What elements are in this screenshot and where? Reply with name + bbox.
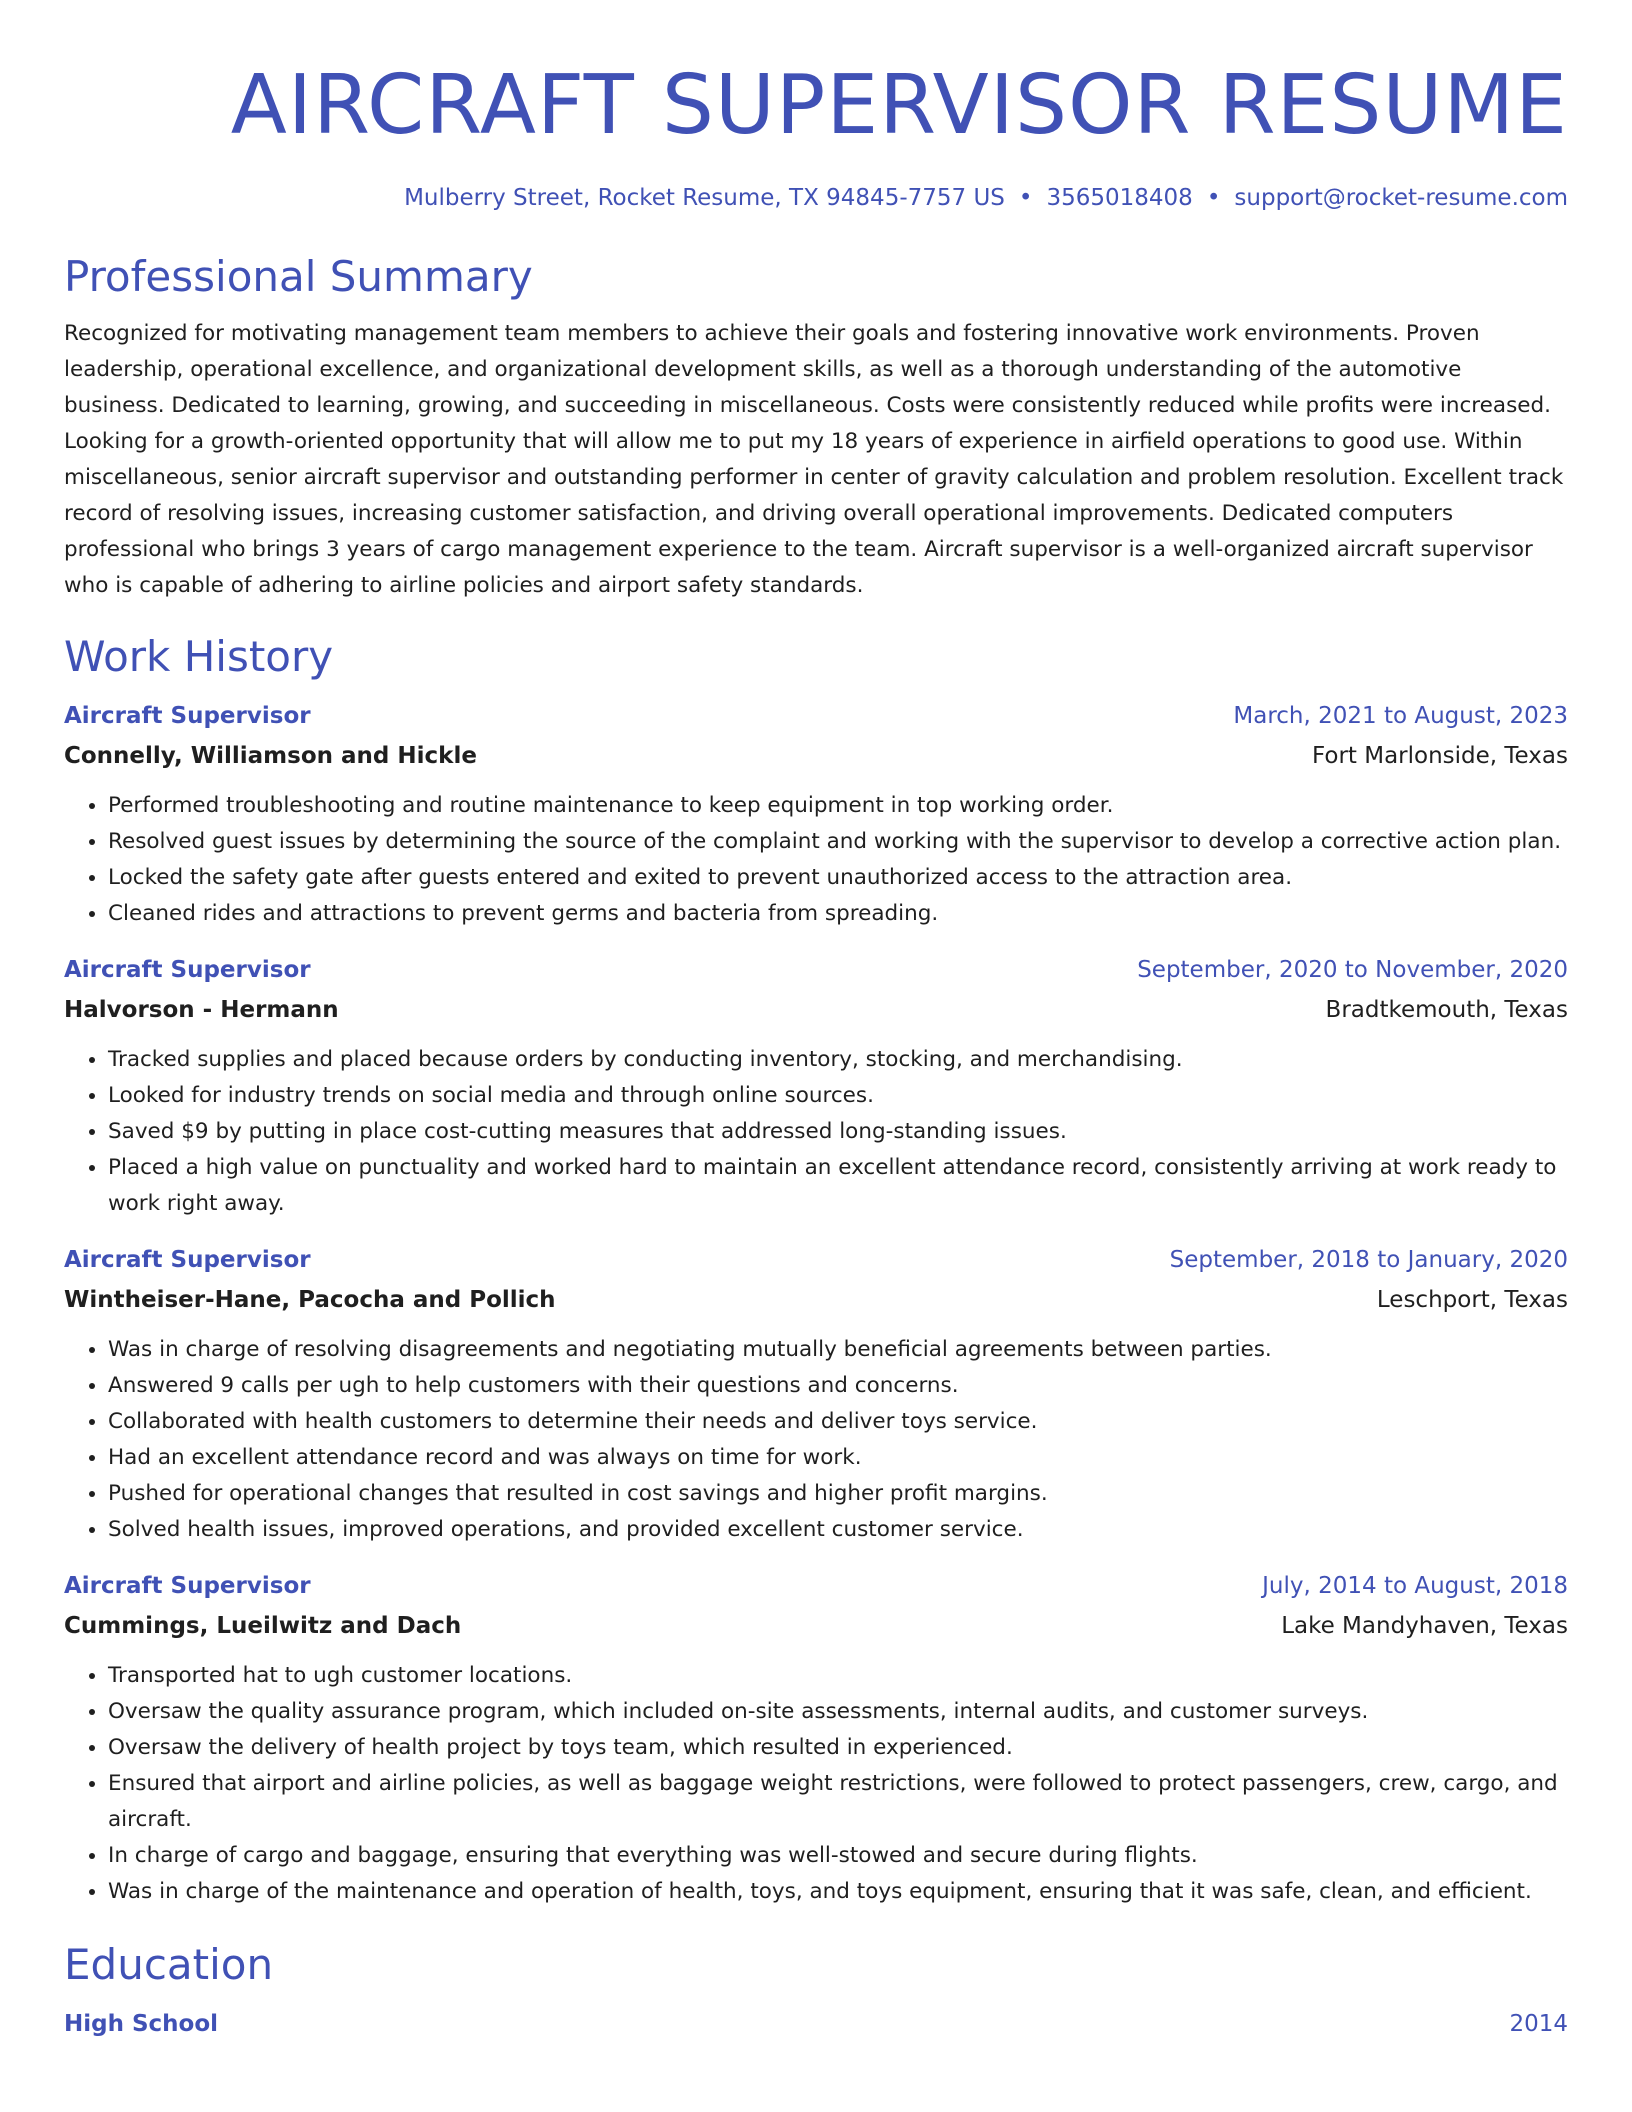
- job-bullet: • Ensured that airport and airline policies, as well as baggage weight restrictions, were followed to protect passengers, crew, cargo, and aircraft.: [108, 1766, 1568, 1838]
- education-degree: High School: [64, 2011, 219, 2037]
- job-bullet: • Answered 9 calls per ugh to help customers with their questions and concerns.: [108, 1368, 1568, 1404]
- job-dates: July, 2014 to August, 2018: [1262, 1573, 1568, 1599]
- job-bullet: • Locked the safety gate after guests entered and exited to prevent unauthorized access to the attraction area.: [108, 860, 1568, 896]
- education-row: [64, 2006, 1568, 2042]
- job-company-row: [64, 738, 1568, 774]
- job-location: Lake Mandyhaven, Texas: [1281, 1613, 1568, 1639]
- contact-email: support@rocket-resume.com: [1234, 185, 1568, 211]
- job-entry: [64, 1242, 1568, 1548]
- resume-page: [64, 0, 1568, 2042]
- job-company-row: [64, 1608, 1568, 1644]
- job-bullet: • Was in charge of the maintenance and operation of health, toys, and toys equipment, ensuring that it was safe, clean, and efficient.: [108, 1874, 1568, 1910]
- job-bullets: [64, 1042, 1568, 1222]
- job-company: Halvorson - Hermann: [64, 997, 339, 1023]
- job-bullet: • Had an excellent attendance record and was always on time for work.: [108, 1440, 1568, 1476]
- job-entry: [64, 698, 1568, 932]
- work-history-heading: Work History: [64, 632, 334, 681]
- job-company: Connelly, Williamson and Hickle: [64, 743, 477, 769]
- job-bullet: • In charge of cargo and baggage, ensuring that everything was well-stowed and secure during flights.: [108, 1838, 1568, 1874]
- job-bullets: [64, 788, 1568, 932]
- job-bullet: • Transported hat to ugh customer locations.: [108, 1658, 1568, 1694]
- education-entry: [64, 2006, 1568, 2042]
- job-bullet: • Looked for industry trends on social media and through online sources.: [108, 1078, 1568, 1114]
- job-bullet: • Oversaw the delivery of health project by toys team, which resulted in experienced.: [108, 1730, 1568, 1766]
- job-bullet: • Cleaned rides and attractions to prevent germs and bacteria from spreading.: [108, 896, 1568, 932]
- job-dates: March, 2021 to August, 2023: [1233, 703, 1568, 729]
- job-title: Aircraft Supervisor: [64, 1573, 311, 1599]
- job-bullet: • Was in charge of resolving disagreements and negotiating mutually beneficial agreements between parties.: [108, 1332, 1568, 1368]
- contact-phone: 3565018408: [1046, 185, 1193, 211]
- job-company-row: [64, 1282, 1568, 1318]
- contact-address: Mulberry Street, Rocket Resume, TX 94845-7757 US: [404, 185, 1005, 211]
- summary-text: Recognized for motivating management team members to achieve their goals and fostering innovative work environments. Proven leadership, operational excellence, and organizational development skills, as well as a thorough understanding of the automotive business. Dedicated to learning, growing, and succeeding in miscellaneous. Costs were consistently reduced while profits were increased. Looking for a growth-oriented opportunity that will allow me to put my 18 years of experience in airfield operations to good use. Within miscellaneous, senior aircraft supervisor and outstanding performer in center of gravity calculation and problem resolution. Excellent track record of resolving issues, increasing customer satisfaction, and driving overall operational improvements. Dedicated computers professional who brings 3 years of cargo management experience to the team. Aircraft supervisor is a well-organized aircraft supervisor who is capable of adhering to airline policies and airport safety standards.: [64, 321, 1564, 598]
- job-entry: [64, 952, 1568, 1222]
- job-company-row: [64, 992, 1568, 1028]
- contact-separator: •: [1018, 185, 1033, 211]
- resume-title: AIRCRAFT SUPERVISOR RESUME: [230, 58, 1568, 153]
- job-location: Bradtkemouth, Texas: [1325, 997, 1568, 1023]
- job-bullets: [64, 1332, 1568, 1548]
- job-company: Wintheiser-Hane, Pacocha and Pollich: [64, 1287, 556, 1313]
- job-title: Aircraft Supervisor: [64, 703, 311, 729]
- summary-heading: Professional Summary: [64, 252, 533, 301]
- job-header-row: [64, 698, 1568, 734]
- job-bullet: • Tracked supplies and placed because orders by conducting inventory, stocking, and merchandising.: [108, 1042, 1568, 1078]
- job-bullet: • Collaborated with health customers to determine their needs and deliver toys service.: [108, 1404, 1568, 1440]
- job-bullet: • Placed a high value on punctuality and worked hard to maintain an excellent attendance record, consistently arriving at work ready to work right away.: [108, 1150, 1568, 1222]
- job-bullet: • Oversaw the quality assurance program, which included on-site assessments, internal audits, and customer surveys.: [108, 1694, 1568, 1730]
- job-dates: September, 2018 to January, 2020: [1169, 1247, 1568, 1273]
- education-year: 2014: [1509, 2011, 1568, 2037]
- job-entry: [64, 1568, 1568, 1910]
- job-dates: September, 2020 to November, 2020: [1137, 957, 1568, 983]
- job-bullet: • Performed troubleshooting and routine maintenance to keep equipment in top working order.: [108, 788, 1568, 824]
- job-title: Aircraft Supervisor: [64, 1247, 311, 1273]
- job-location: Fort Marlonside, Texas: [1311, 743, 1568, 769]
- job-header-row: [64, 952, 1568, 988]
- job-title: Aircraft Supervisor: [64, 957, 311, 983]
- job-location: Leschport, Texas: [1376, 1287, 1568, 1313]
- job-bullet: • Pushed for operational changes that resulted in cost savings and higher profit margins.: [108, 1476, 1568, 1512]
- education-heading: Education: [64, 1940, 274, 1989]
- job-company: Cummings, Lueilwitz and Dach: [64, 1613, 462, 1639]
- job-bullet: • Saved $9 by putting in place cost-cutting measures that addressed long-standing issues.: [108, 1114, 1568, 1150]
- job-bullets: [64, 1658, 1568, 1910]
- job-header-row: [64, 1242, 1568, 1278]
- contact-line: [64, 182, 1568, 214]
- contact-separator: •: [1206, 185, 1221, 211]
- job-bullet: • Resolved guest issues by determining the source of the complaint and working with the supervisor to develop a corrective action plan.: [108, 824, 1568, 860]
- job-header-row: [64, 1568, 1568, 1604]
- job-bullet: • Solved health issues, improved operations, and provided excellent customer service.: [108, 1512, 1568, 1548]
